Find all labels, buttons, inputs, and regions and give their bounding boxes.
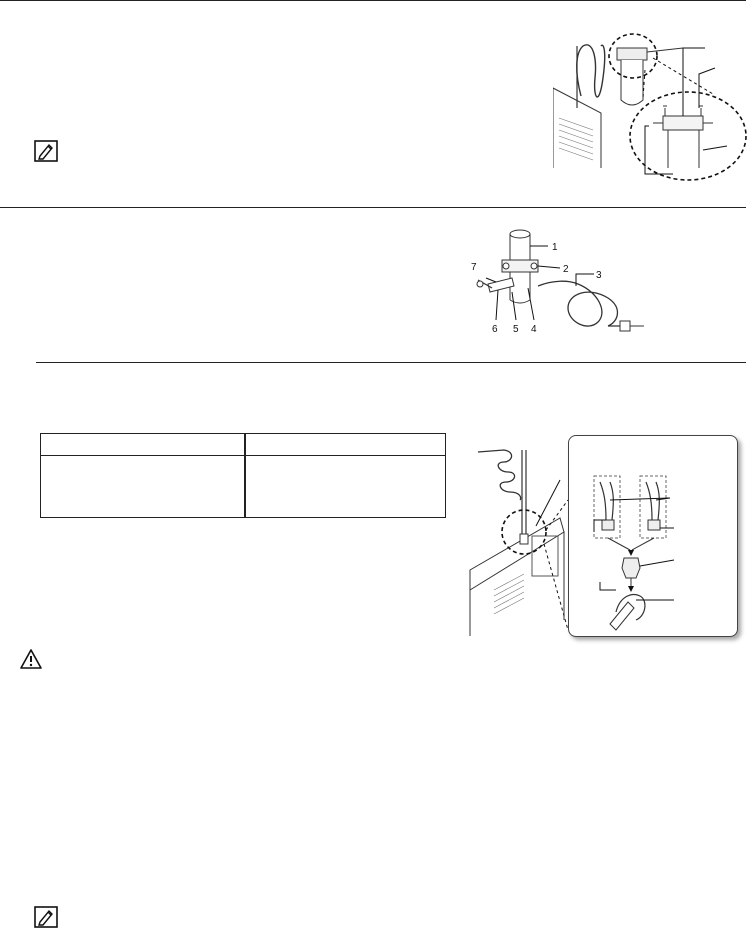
callout-detail-figure	[570, 462, 736, 634]
part-number-7: 7	[471, 262, 477, 273]
spec-table-header	[41, 434, 445, 456]
top-rule	[0, 0, 746, 1]
part-number-2: 2	[563, 264, 569, 275]
note-pencil-icon-bottom	[34, 906, 58, 928]
spec-table-divider	[244, 434, 246, 517]
warning-triangle-icon	[19, 648, 43, 670]
part-number-4: 4	[531, 324, 537, 335]
section-divider-1	[0, 207, 746, 208]
section-divider-2	[36, 362, 746, 363]
part-number-6: 6	[492, 324, 498, 335]
part-number-1: 1	[552, 242, 558, 253]
note-pencil-icon	[34, 140, 58, 162]
part-number-3: 3	[596, 270, 602, 281]
pipe-clamp-figure	[468, 222, 648, 344]
water-filter-figure	[553, 18, 753, 188]
part-number-5: 5	[513, 324, 519, 335]
spec-table	[40, 433, 446, 518]
